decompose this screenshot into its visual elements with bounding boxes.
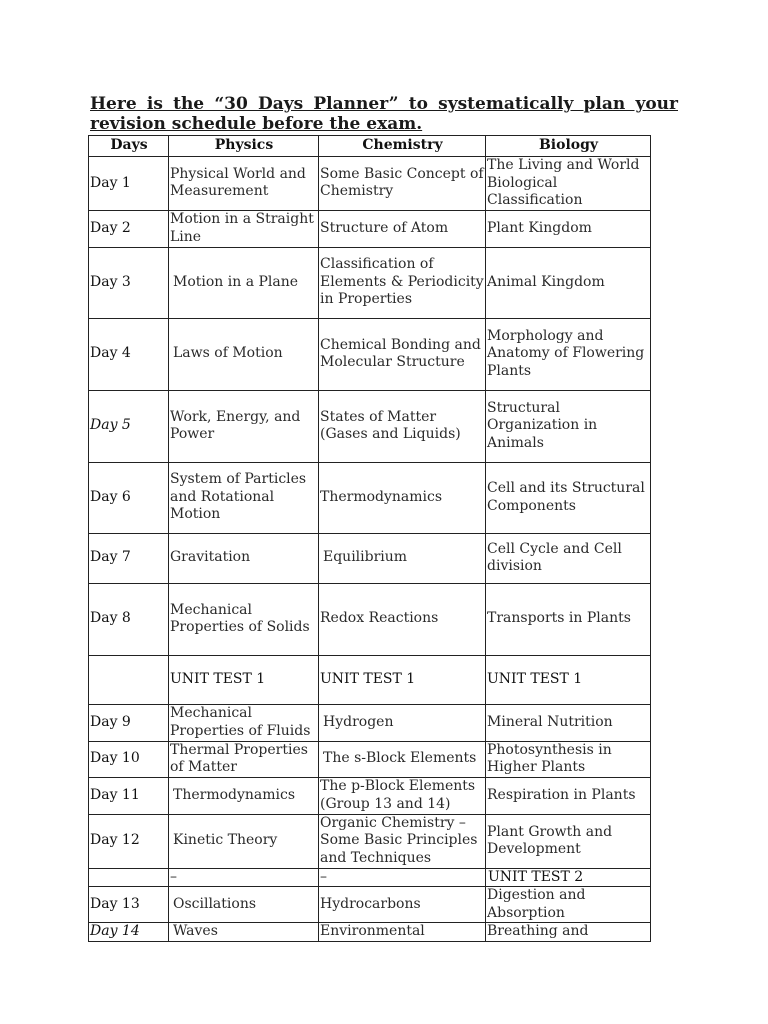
day-cell — [89, 868, 169, 887]
header-biology: Biology — [486, 136, 651, 157]
physics-cell: Physical World and Measurement — [169, 157, 319, 211]
chemistry-cell: Redox Reactions — [319, 583, 486, 655]
biology-cell: Digestion and Absorption — [486, 887, 651, 923]
day-cell: Day 11 — [89, 777, 169, 814]
chemistry-cell: Thermodynamics — [319, 462, 486, 533]
physics-cell: Mechanical Properties of Fluids — [169, 704, 319, 741]
table-row — [89, 777, 651, 814]
physics-cell: – — [169, 868, 319, 887]
biology-cell: Mineral Nutrition — [486, 704, 651, 741]
table-row — [89, 390, 651, 462]
biology-cell: UNIT TEST 2 — [486, 868, 651, 887]
day-cell: Day 2 — [89, 210, 169, 247]
table-row — [89, 462, 651, 533]
biology-cell: Photosynthesis in Higher Plants — [486, 741, 651, 777]
chemistry-cell: Chemical Bonding and Molecular Structure — [319, 318, 486, 390]
header-physics: Physics — [169, 136, 319, 157]
planner-table — [88, 135, 651, 942]
day-cell: Day 10 — [89, 741, 169, 777]
day-cell: Day 14 — [89, 923, 169, 942]
biology-cell: Cell and its Structural Components — [486, 462, 651, 533]
header-row — [89, 136, 651, 157]
physics-cell: System of Particles and Rotational Motion — [169, 462, 319, 533]
physics-cell: Work, Energy, and Power — [169, 390, 319, 462]
table-row — [89, 887, 651, 923]
chemistry-cell: States of Matter (Gases and Liquids) — [319, 390, 486, 462]
physics-cell: Motion in a Straight Line — [169, 210, 319, 247]
physics-cell: Thermal Properties of Matter — [169, 741, 319, 777]
chemistry-cell: Structure of Atom — [319, 210, 486, 247]
physics-cell: Thermodynamics — [169, 777, 319, 814]
day-cell: Day 3 — [89, 247, 169, 318]
day-cell: Day 4 — [89, 318, 169, 390]
chemistry-cell: The p-Block Elements (Group 13 and 14) — [319, 777, 486, 814]
biology-cell: Plant Growth and Development — [486, 814, 651, 868]
day-cell: Day 6 — [89, 462, 169, 533]
table-row — [89, 814, 651, 868]
heading-line-2: revision schedule before the exam. — [90, 114, 423, 134]
unit-test-row — [89, 868, 651, 887]
physics-cell: Motion in a Plane — [169, 247, 319, 318]
day-cell: Day 9 — [89, 704, 169, 741]
header-chemistry: Chemistry — [319, 136, 486, 157]
biology-cell: Respiration in Plants — [486, 777, 651, 814]
physics-cell: UNIT TEST 1 — [169, 655, 319, 704]
biology-cell: Morphology and Anatomy of Flowering Plants — [486, 318, 651, 390]
day-cell: Day 12 — [89, 814, 169, 868]
chemistry-cell: The s-Block Elements — [319, 741, 486, 777]
day-cell: Day 8 — [89, 583, 169, 655]
biology-cell: Plant Kingdom — [486, 210, 651, 247]
unit-test-row — [89, 655, 651, 704]
biology-cell: Cell Cycle and Cell division — [486, 533, 651, 583]
biology-cell: Breathing and — [486, 923, 651, 942]
day-cell — [89, 655, 169, 704]
table-row — [89, 247, 651, 318]
chemistry-cell: UNIT TEST 1 — [319, 655, 486, 704]
table-row — [89, 704, 651, 741]
biology-cell: The Living and World Biological Classification — [486, 157, 651, 211]
physics-cell: Kinetic Theory — [169, 814, 319, 868]
biology-cell: Animal Kingdom — [486, 247, 651, 318]
chemistry-cell: – — [319, 868, 486, 887]
table-row — [89, 923, 651, 942]
header-days: Days — [89, 136, 169, 157]
table-row — [89, 210, 651, 247]
heading-line-1: Here is the “30 Days Planner” to systematically plan your — [90, 94, 678, 114]
day-cell: Day 7 — [89, 533, 169, 583]
physics-cell: Mechanical Properties of Solids — [169, 583, 319, 655]
biology-cell: Transports in Plants — [486, 583, 651, 655]
table-row — [89, 583, 651, 655]
day-cell: Day 5 — [89, 390, 169, 462]
physics-cell: Waves — [169, 923, 319, 942]
chemistry-cell: Some Basic Concept of Chemistry — [319, 157, 486, 211]
chemistry-cell: Environmental — [319, 923, 486, 942]
table-row — [89, 318, 651, 390]
day-cell: Day 1 — [89, 157, 169, 211]
chemistry-cell: Organic Chemistry – Some Basic Principles and Techniques — [319, 814, 486, 868]
table-row — [89, 533, 651, 583]
physics-cell: Oscillations — [169, 887, 319, 923]
page-heading — [90, 94, 678, 134]
day-cell: Day 13 — [89, 887, 169, 923]
chemistry-cell: Equilibrium — [319, 533, 486, 583]
chemistry-cell: Classification of Elements & Periodicity in Properties — [319, 247, 486, 318]
physics-cell: Laws of Motion — [169, 318, 319, 390]
table-row — [89, 157, 651, 211]
biology-cell: Structural Organization in Animals — [486, 390, 651, 462]
chemistry-cell: Hydrocarbons — [319, 887, 486, 923]
table-row — [89, 741, 651, 777]
physics-cell: Gravitation — [169, 533, 319, 583]
biology-cell: UNIT TEST 1 — [486, 655, 651, 704]
chemistry-cell: Hydrogen — [319, 704, 486, 741]
